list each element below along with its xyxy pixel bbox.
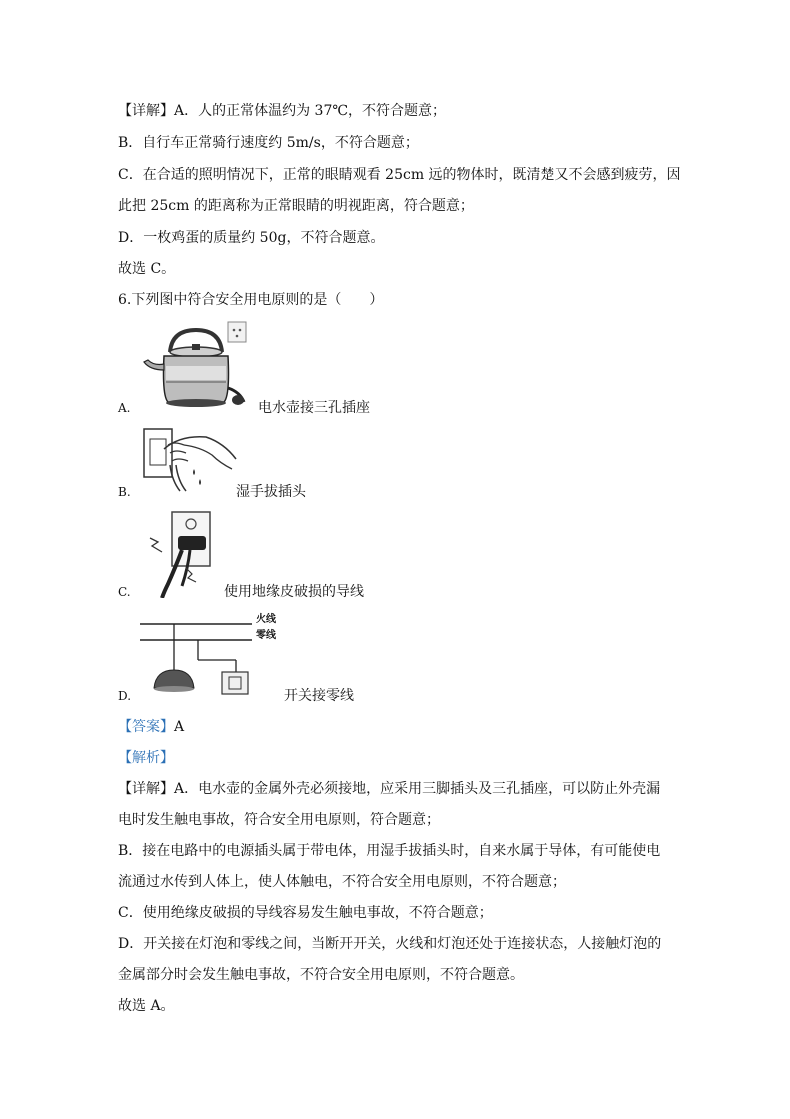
- option-b-caption: 湿手拔插头: [236, 484, 306, 500]
- option-d-caption: 开关接零线: [284, 688, 354, 704]
- analysis-line-1: [118, 779, 660, 799]
- analysis-line-2: 电时发生触电事故，符合安全用电原则，符合题意；: [118, 812, 440, 828]
- detail-text: A．人的正常体温约为 37℃，不符合题意；: [174, 103, 447, 119]
- wet-hand-plug-illustration: [140, 425, 240, 495]
- analysis-line-4: 流通过水传到人体上，使人体触电，不符合安全用电原则，不符合题意；: [118, 874, 566, 890]
- analysis-tag: 【解析】: [118, 750, 174, 766]
- answer-line: [118, 717, 184, 737]
- detail-tag: 【详解】: [118, 103, 174, 119]
- analysis-line-5: C．使用绝缘皮破损的导线容易发生触电事故，不符合题意；: [118, 905, 493, 921]
- option-c-caption: 使用地缘皮破损的导线: [224, 584, 364, 600]
- prev-detail-line-1: [118, 101, 446, 121]
- wet-hand-icon: [140, 425, 240, 495]
- analysis-conclusion: 故选 A。: [118, 998, 175, 1014]
- circuit-diagram-illustration: [140, 612, 290, 700]
- prev-detail-line-5: D．一枚鸡蛋的质量约 50g，不符合题意。: [118, 230, 385, 246]
- neutral-wire-label: 零线: [256, 630, 276, 641]
- analysis-line-3: B．接在电路中的电源插头属于带电体，用湿手拔插头时，自来水属于导体，有可能使电: [118, 843, 661, 859]
- answer-value: A: [174, 719, 185, 735]
- question-stem: 6.下列图中符合安全用电原则的是（ ）: [118, 292, 384, 308]
- option-d-letter: D.: [118, 689, 132, 703]
- prev-detail-line-2: B．自行车正常骑行速度约 5m/s，不符合题意；: [118, 135, 419, 151]
- prev-conclusion: 故选 C。: [118, 261, 176, 277]
- option-b-letter: B.: [118, 485, 131, 499]
- live-wire-label: 火线: [256, 614, 276, 625]
- option-a-caption: 电水壶接三孔插座: [258, 400, 370, 416]
- option-c-letter: C.: [118, 585, 131, 599]
- answer-tag: 【答案】: [118, 719, 174, 735]
- prev-detail-line-3: C．在合适的照明情况下，正常的眼睛观看 25cm 远的物体时，既清楚又不会感到疲劳，因: [118, 167, 681, 183]
- damaged-wire-icon: [142, 508, 232, 598]
- analysis-detail-text: A．电水壶的金属外壳必须接地，应采用三脚插头及三孔插座，可以防止外壳漏: [174, 781, 661, 797]
- prev-detail-line-4: 此把 25cm 的距离称为正常眼睛的明视距离，符合题意；: [118, 198, 474, 214]
- damaged-wire-illustration: [142, 508, 232, 598]
- analysis-line-6: D．开关接在灯泡和零线之间，当断开开关，火线和灯泡还处于连接状态，人接触灯泡的: [118, 936, 662, 952]
- analysis-line-7: 金属部分时会发生触电事故，不符合安全用电原则，不符合题意。: [118, 967, 524, 983]
- analysis-detail-tag: 【详解】: [118, 781, 174, 797]
- option-a-letter: A.: [118, 401, 131, 415]
